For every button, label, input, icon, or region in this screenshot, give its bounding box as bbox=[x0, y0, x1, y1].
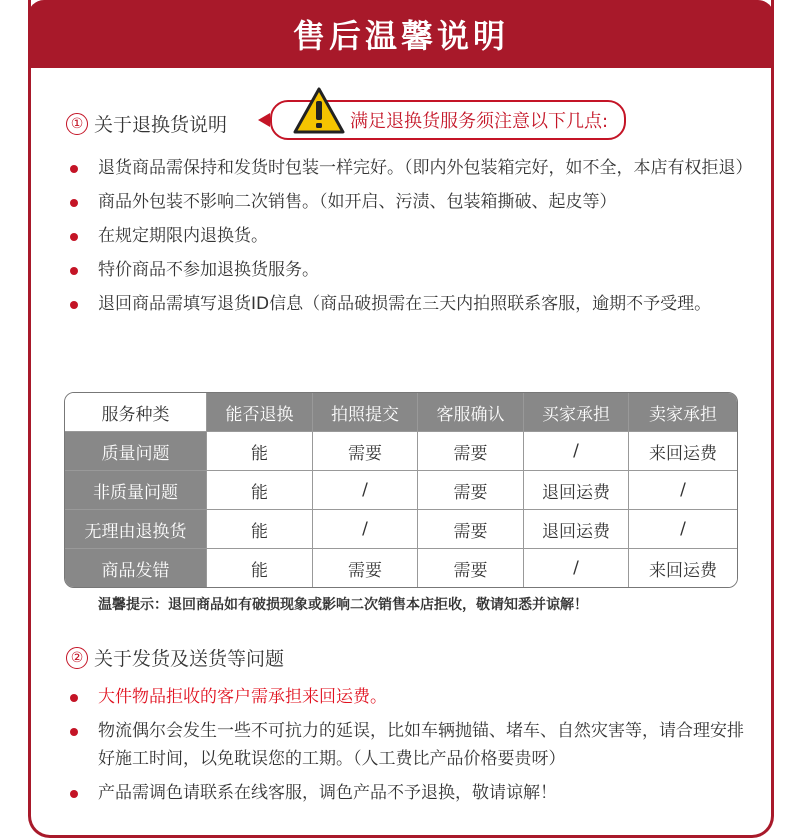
table-cell: 需要 bbox=[418, 432, 524, 471]
bullet-dot-icon bbox=[70, 301, 78, 309]
list-item: 退回商品需填写退货ID信息（商品破损需在三天内拍照联系客服，逾期不予受理。 bbox=[66, 290, 746, 318]
list-item: 物流偶尔会发生一些不可抗力的延误，比如车辆抛锚、堵车、自然灾害等，请合理安排好施工时间，以免耽误您的工期。（人工费比产品价格要贵呀） bbox=[66, 717, 746, 773]
table-header: 卖家承担 bbox=[629, 393, 737, 432]
table-cell: 需要 bbox=[313, 432, 418, 471]
table-cell: 来回运费 bbox=[629, 432, 737, 471]
warning-icon bbox=[292, 86, 346, 136]
table-header: 拍照提交 bbox=[313, 393, 418, 432]
bullet-dot-icon bbox=[70, 790, 78, 798]
bullet-dot-icon bbox=[70, 199, 78, 207]
table-header: 服务种类 bbox=[65, 393, 207, 432]
section2-title: 关于发货及送货等问题 bbox=[94, 648, 285, 670]
table-cell: 能 bbox=[207, 510, 313, 549]
callout-pointer-icon bbox=[258, 113, 270, 127]
service-table bbox=[64, 392, 738, 588]
table-cell: 退回运费 bbox=[524, 510, 629, 549]
table-header: 能否退换 bbox=[207, 393, 313, 432]
list-item: 特价商品不参加退换货服务。 bbox=[66, 256, 746, 284]
list-item: 产品需调色请联系在线客服，调色产品不予退换，敬请谅解！ bbox=[66, 779, 746, 807]
section1-title: 关于退换货说明 bbox=[94, 114, 228, 136]
section2-heading bbox=[66, 644, 284, 671]
notice-box bbox=[270, 100, 626, 140]
table-row bbox=[65, 549, 737, 587]
list-item: 商品外包装不影响二次销售。（如开启、污渍、包装箱撕破、起皮等） bbox=[66, 188, 746, 216]
list-item: 在规定期限内退换货。 bbox=[66, 222, 746, 250]
table-cell: 能 bbox=[207, 432, 313, 471]
notice-text: 满足退换货服务须注意以下几点: bbox=[350, 111, 609, 132]
warm-tip: 温馨提示：退回商品如有破损现象或影响二次销售本店拒收，敬请知悉并谅解！ bbox=[98, 597, 588, 613]
table-cell: 需要 bbox=[418, 549, 524, 587]
list-item: 大件物品拒收的客户需承担来回运费。 bbox=[66, 683, 746, 711]
list-item: 退货商品需保持和发货时包装一样完好。（即内外包装箱完好，如不全，本店有权拒退） bbox=[66, 154, 746, 182]
table-cell: 能 bbox=[207, 471, 313, 510]
bullet-dot-icon bbox=[70, 694, 78, 702]
bullet-dot-icon bbox=[70, 728, 78, 736]
table-header-row bbox=[65, 393, 737, 432]
table-row bbox=[65, 432, 737, 471]
table-row-head: 商品发错 bbox=[65, 549, 207, 587]
bullet-dot-icon bbox=[70, 165, 78, 173]
table-cell: / bbox=[524, 549, 629, 587]
shipping-rules-list bbox=[66, 683, 746, 807]
table-cell: / bbox=[629, 510, 737, 549]
table-cell: 退回运费 bbox=[524, 471, 629, 510]
section2-number: ② bbox=[66, 647, 88, 669]
table-header: 客服确认 bbox=[418, 393, 524, 432]
table-cell: / bbox=[313, 471, 418, 510]
table-cell: 需要 bbox=[418, 510, 524, 549]
table-cell: 需要 bbox=[313, 549, 418, 587]
section1-number: ① bbox=[66, 113, 88, 135]
return-rules-list bbox=[66, 154, 753, 318]
table-cell: 需要 bbox=[418, 471, 524, 510]
table-cell: / bbox=[313, 510, 418, 549]
page-title: 售后温馨说明 bbox=[292, 17, 509, 55]
table-row bbox=[65, 471, 737, 510]
bullet-dot-icon bbox=[70, 267, 78, 275]
page-header bbox=[28, 0, 774, 68]
notice-callout bbox=[258, 100, 626, 140]
table-cell: 能 bbox=[207, 549, 313, 587]
table-row-head: 质量问题 bbox=[65, 432, 207, 471]
table-row-head: 无理由退换货 bbox=[65, 510, 207, 549]
bullet-dot-icon bbox=[70, 233, 78, 241]
table-cell: / bbox=[629, 471, 737, 510]
table-cell: 来回运费 bbox=[629, 549, 737, 587]
table-row bbox=[65, 510, 737, 549]
table-row-head: 非质量问题 bbox=[65, 471, 207, 510]
table-cell: / bbox=[524, 432, 629, 471]
table-header: 买家承担 bbox=[524, 393, 629, 432]
section1-heading bbox=[66, 110, 227, 137]
